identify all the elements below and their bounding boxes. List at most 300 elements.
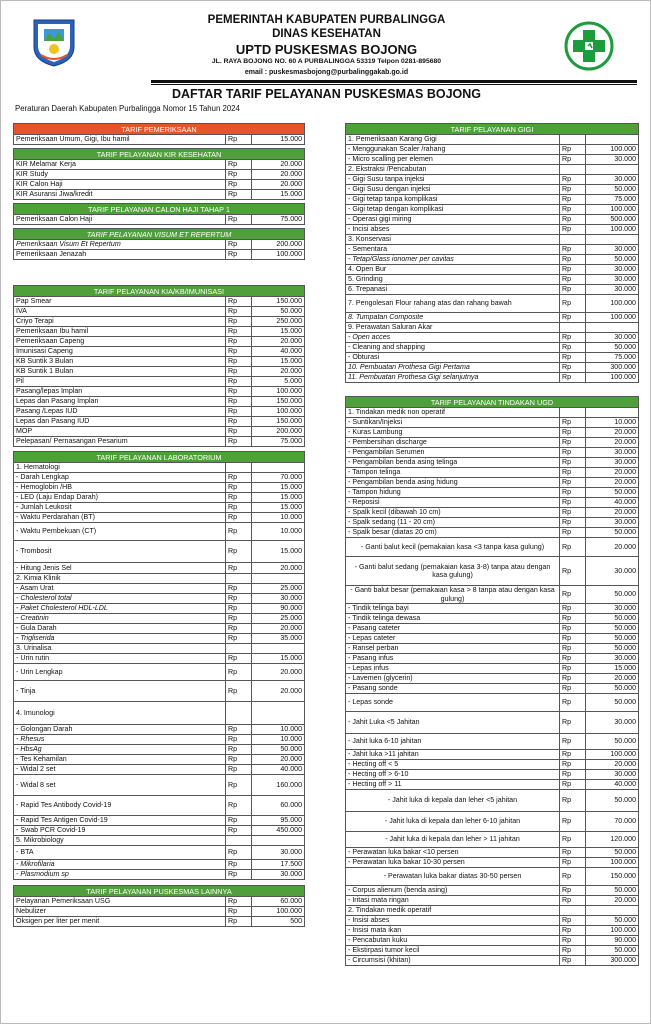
service-name: - Hitung Jenis Sel	[14, 563, 226, 574]
tariff-row	[14, 387, 305, 397]
service-name: - Ganti balut kecil (pemakaian kasa <3 tanpa kasa gulung)	[346, 538, 560, 557]
currency-label: Rp	[226, 826, 252, 836]
service-price: 50.000	[586, 848, 639, 858]
currency-label: Rp	[226, 523, 252, 541]
tariff-row	[346, 275, 639, 285]
currency-label: Rp	[560, 684, 586, 694]
tariff-row	[346, 255, 639, 265]
email-line: email : puskesmasbojong@purbalinggakab.go.id	[244, 69, 409, 76]
tariff-row	[346, 195, 639, 205]
section-title: TARIF PEMERIKSAAN	[14, 124, 305, 135]
service-price: 20.000	[586, 760, 639, 770]
service-price: 30.000	[252, 594, 305, 604]
service-name: - Open acces	[346, 333, 560, 343]
service-price: 15.000	[252, 503, 305, 513]
currency-label: Rp	[226, 765, 252, 775]
service-name: Pelayanan Pemeriksaan USG	[14, 897, 226, 907]
tariff-row	[346, 694, 639, 712]
service-name: - HbsAg	[14, 745, 226, 755]
service-price: 100.000	[586, 225, 639, 235]
currency-label: Rp	[560, 333, 586, 343]
service-name: Pemeriksaan Umum, Gigi, Ibu hamil	[14, 135, 226, 145]
tariff-row	[14, 574, 305, 584]
service-name: - Tinja	[14, 681, 226, 702]
currency-label: Rp	[560, 145, 586, 155]
service-price: 20.000	[252, 664, 305, 681]
service-price: 15.000	[252, 541, 305, 563]
currency-label: Rp	[226, 503, 252, 513]
currency-label	[226, 463, 252, 473]
service-name: - Pengambilan Serumen	[346, 448, 560, 458]
tariff-row	[14, 327, 305, 337]
currency-label: Rp	[226, 604, 252, 614]
tariff-row	[14, 897, 305, 907]
tariff-row	[14, 347, 305, 357]
section-title: TARIF PELAYANAN VISUM ET REPERTUM	[14, 229, 305, 240]
tariff-row	[14, 317, 305, 327]
service-name: - Gigi Susu tanpa injeksi	[346, 175, 560, 185]
tariff-row	[346, 557, 639, 586]
section-title: TARIF PELAYANAN KIR KESEHATAN	[14, 149, 305, 160]
service-name: Imunisasi Capeng	[14, 347, 226, 357]
service-price: 20.000	[586, 478, 639, 488]
service-name: - Ganti balut besar (pemakaian kasa > 8 tanpa atau dengan kasa gulung)	[346, 586, 560, 604]
tariff-row	[14, 907, 305, 917]
tariff-row	[346, 468, 639, 478]
tariff-row	[346, 654, 639, 664]
service-price: 500	[252, 917, 305, 927]
tariff-row	[14, 170, 305, 180]
service-name: - Hecting off < 5	[346, 760, 560, 770]
currency-label: Rp	[560, 770, 586, 780]
currency-label: Rp	[226, 387, 252, 397]
service-name: KB Suntik 3 Bulan	[14, 357, 226, 367]
currency-label: Rp	[226, 417, 252, 427]
section-title: TARIF PELAYANAN KIA/KB/IMUNISASI	[14, 286, 305, 297]
currency-label: Rp	[560, 674, 586, 684]
service-price: 30.000	[586, 557, 639, 586]
service-price: 100.000	[586, 295, 639, 313]
service-name: - Tindik telinga bayi	[346, 604, 560, 614]
currency-label: Rp	[560, 926, 586, 936]
currency-label: Rp	[560, 215, 586, 225]
tariff-row	[346, 518, 639, 528]
service-price: 10.000	[252, 735, 305, 745]
currency-label: Rp	[226, 624, 252, 634]
service-name: - Tampon hidung	[346, 488, 560, 498]
currency-label: Rp	[226, 250, 252, 260]
service-price: 20.000	[252, 681, 305, 702]
service-price: 150.000	[252, 397, 305, 407]
service-price: 10.000	[252, 513, 305, 523]
currency-label	[226, 574, 252, 584]
currency-label: Rp	[560, 343, 586, 353]
tariff-row	[346, 295, 639, 313]
currency-label: Rp	[560, 604, 586, 614]
service-name: Pasang /Lepas IUD	[14, 407, 226, 417]
service-price: 50.000	[586, 624, 639, 634]
tariff-row	[346, 664, 639, 674]
service-price: 70.000	[586, 812, 639, 832]
service-price: 50.000	[586, 586, 639, 604]
tariff-row	[14, 493, 305, 503]
service-price: 50.000	[252, 745, 305, 755]
service-price: 100.000	[252, 407, 305, 417]
service-price: 100.000	[586, 858, 639, 868]
service-price: 50.000	[586, 644, 639, 654]
tariff-row	[14, 541, 305, 563]
tariff-row	[14, 437, 305, 447]
currency-label: Rp	[560, 936, 586, 946]
tariff-row	[346, 265, 639, 275]
service-name: - LED (Laju Endap Darah)	[14, 493, 226, 503]
tariff-row	[346, 508, 639, 518]
service-name: - Trigliserida	[14, 634, 226, 644]
service-name: Pemeriksaan Jenazah	[14, 250, 226, 260]
tariff-row	[346, 780, 639, 790]
currency-label: Rp	[560, 634, 586, 644]
service-name: - Cleaning and shapping	[346, 343, 560, 353]
service-name: - Swab PCR Covid-19	[14, 826, 226, 836]
tariff-row	[346, 418, 639, 428]
service-price: 100.000	[586, 926, 639, 936]
service-name: - Ganti balut sedang (pemakaian kasa 3-8) tanpa atau dengan kasa gulung)	[346, 557, 560, 586]
tariff-row	[346, 812, 639, 832]
tariff-row	[346, 135, 639, 145]
service-name: 3. Urinalisa	[14, 644, 226, 654]
service-price: 20.000	[252, 563, 305, 574]
service-name: - Urin rutin	[14, 654, 226, 664]
service-name: - Pasang sonde	[346, 684, 560, 694]
header-rule-thin	[151, 84, 637, 85]
currency-label: Rp	[226, 297, 252, 307]
tariff-row	[346, 868, 639, 886]
currency-label: Rp	[226, 725, 252, 735]
section-spacer	[346, 383, 639, 397]
service-price: 50.000	[586, 185, 639, 195]
service-name: 5. Grinding	[346, 275, 560, 285]
service-name: MOP	[14, 427, 226, 437]
service-price: 40.000	[252, 765, 305, 775]
service-name: - Jahit luka >11 jahitan	[346, 750, 560, 760]
service-name: 1. Pemeriksaan Karang Gigi	[346, 135, 560, 145]
tariff-row	[346, 373, 639, 383]
department-name: DINAS KESEHATAN	[272, 28, 381, 40]
currency-label: Rp	[226, 407, 252, 417]
service-name: - Jahit luka di kepala dan leher > 11 jahitan	[346, 832, 560, 848]
section-header	[346, 397, 639, 408]
tariff-row	[346, 956, 639, 966]
currency-label: Rp	[560, 614, 586, 624]
currency-label	[560, 165, 586, 175]
service-price	[252, 644, 305, 654]
currency-label	[226, 836, 252, 846]
tariff-row	[14, 594, 305, 604]
tariff-row	[346, 488, 639, 498]
service-name: - Pencabutan kuku	[346, 936, 560, 946]
currency-label: Rp	[226, 437, 252, 447]
currency-label: Rp	[560, 295, 586, 313]
currency-label: Rp	[560, 780, 586, 790]
service-price: 95.000	[252, 816, 305, 826]
currency-label: Rp	[226, 917, 252, 927]
service-name: - Rapid Tes Antigen Covid-19	[14, 816, 226, 826]
tariff-row	[346, 215, 639, 225]
section-title: TARIF PELAYANAN LABORATORIUM	[14, 452, 305, 463]
tariff-row	[14, 735, 305, 745]
service-name: KIR Melamar Kerja	[14, 160, 226, 170]
tariff-row	[346, 498, 639, 508]
currency-label: Rp	[560, 205, 586, 215]
currency-label: Rp	[226, 870, 252, 880]
service-price: 160.000	[252, 775, 305, 796]
service-name: 8. Tumpatan Composite	[346, 313, 560, 323]
currency-label: Rp	[226, 755, 252, 765]
tariff-row	[14, 755, 305, 765]
currency-label: Rp	[560, 586, 586, 604]
service-name: - Waktu Pembekuan (CT)	[14, 523, 226, 541]
currency-label: Rp	[560, 858, 586, 868]
currency-label: Rp	[226, 427, 252, 437]
service-name: - Rapid Tes Antibody Covid-19	[14, 796, 226, 816]
currency-label: Rp	[560, 946, 586, 956]
service-price: 300.000	[586, 956, 639, 966]
currency-label: Rp	[560, 353, 586, 363]
service-name: - Jumlah Leukosit	[14, 503, 226, 513]
service-name: - Plasmodium sp	[14, 870, 226, 880]
currency-label: Rp	[560, 644, 586, 654]
service-price	[252, 702, 305, 725]
currency-label: Rp	[226, 307, 252, 317]
service-price: 30.000	[586, 604, 639, 614]
service-price: 100.000	[252, 387, 305, 397]
tariff-row	[14, 377, 305, 387]
service-price: 15.000	[252, 190, 305, 200]
service-name: - Insisi abses	[346, 916, 560, 926]
currency-label: Rp	[560, 812, 586, 832]
service-name: - Widal 8 set	[14, 775, 226, 796]
service-name: - Widal 2 set	[14, 765, 226, 775]
currency-label: Rp	[560, 956, 586, 966]
letterhead	[1, 7, 651, 79]
service-name: Lepas dan Pasang IUD	[14, 417, 226, 427]
left-tariff-table	[13, 123, 305, 927]
service-price: 25.000	[252, 614, 305, 624]
tariff-row	[346, 408, 639, 418]
currency-label: Rp	[560, 373, 586, 383]
service-name: Criyo Terapi	[14, 317, 226, 327]
service-name: 7. Pengolesan Flour rahang atas dan rahang bawah	[346, 295, 560, 313]
service-name: Pemeriksaan Visum Et Repertum	[14, 240, 226, 250]
tariff-row	[346, 448, 639, 458]
service-price: 50.000	[586, 734, 639, 750]
tariff-row	[14, 702, 305, 725]
service-price: 20.000	[586, 674, 639, 684]
tariff-row	[14, 664, 305, 681]
currency-label: Rp	[226, 796, 252, 816]
tariff-row	[346, 916, 639, 926]
service-name: - Paket Cholesterol HDL-LDL	[14, 604, 226, 614]
tariff-row	[346, 313, 639, 323]
service-name: 4. Imunologi	[14, 702, 226, 725]
currency-label: Rp	[560, 624, 586, 634]
service-price: 450.000	[252, 826, 305, 836]
service-price: 100.000	[586, 205, 639, 215]
service-name: - Kuras Lambung	[346, 428, 560, 438]
tariff-row	[14, 240, 305, 250]
currency-label: Rp	[226, 816, 252, 826]
tariff-row	[14, 215, 305, 225]
tariff-row	[346, 848, 639, 858]
service-price: 50.000	[586, 886, 639, 896]
service-price: 20.000	[252, 624, 305, 634]
service-price: 15.000	[252, 493, 305, 503]
service-name: - Cholesterol total	[14, 594, 226, 604]
tariff-row	[14, 563, 305, 574]
tariff-row	[346, 644, 639, 654]
service-name: 5. Mikrobiology	[14, 836, 226, 846]
currency-label: Rp	[226, 317, 252, 327]
tariff-row	[14, 407, 305, 417]
tariff-row	[14, 513, 305, 523]
currency-label	[560, 906, 586, 916]
service-name: - Reposisi	[346, 498, 560, 508]
service-price: 200.000	[252, 427, 305, 437]
currency-label: Rp	[226, 347, 252, 357]
section-header	[14, 886, 305, 897]
currency-label: Rp	[560, 363, 586, 373]
service-price	[586, 323, 639, 333]
service-name: - Gigi Susu dengan injeksi	[346, 185, 560, 195]
service-price: 10.000	[586, 418, 639, 428]
service-price: 75.000	[586, 353, 639, 363]
service-name: IVA	[14, 307, 226, 317]
service-name: KIR Calon Haji	[14, 180, 226, 190]
currency-label: Rp	[226, 654, 252, 664]
tariff-row	[14, 846, 305, 860]
service-name: - Spalk sedang (11 - 20 cm)	[346, 518, 560, 528]
service-price: 20.000	[586, 428, 639, 438]
tariff-row	[14, 483, 305, 493]
section-header	[14, 229, 305, 240]
service-price: 30.000	[252, 870, 305, 880]
service-name: - Pengambilan benda asing telinga	[346, 458, 560, 468]
service-price	[586, 235, 639, 245]
service-price: 30.000	[586, 770, 639, 780]
service-name: - Spalk besar (diatas 20 cm)	[346, 528, 560, 538]
tariff-row	[14, 681, 305, 702]
currency-label: Rp	[226, 493, 252, 503]
service-name: - Insisi mata ikan	[346, 926, 560, 936]
tariff-row	[14, 796, 305, 816]
tariff-row	[346, 458, 639, 468]
service-name: - Lepas infus	[346, 664, 560, 674]
currency-label: Rp	[560, 518, 586, 528]
service-price: 120.000	[586, 832, 639, 848]
currency-label: Rp	[560, 185, 586, 195]
currency-label	[560, 323, 586, 333]
tariff-row	[14, 180, 305, 190]
tariff-row	[346, 343, 639, 353]
currency-label: Rp	[560, 886, 586, 896]
currency-label: Rp	[226, 357, 252, 367]
service-name: - Perawatan luka bakar 10-30 persen	[346, 858, 560, 868]
service-name: Pemeriksaan Capeng	[14, 337, 226, 347]
tariff-row	[14, 297, 305, 307]
tariff-row	[346, 896, 639, 906]
service-price: 25.000	[252, 584, 305, 594]
government-name: PEMERINTAH KABUPATEN PURBALINGGA	[207, 14, 446, 26]
service-price: 70.000	[252, 473, 305, 483]
tariff-row	[14, 725, 305, 735]
currency-label: Rp	[560, 313, 586, 323]
currency-label	[226, 702, 252, 725]
service-price	[586, 135, 639, 145]
service-price: 20.000	[586, 508, 639, 518]
currency-label: Rp	[226, 614, 252, 624]
service-price: 40.000	[252, 347, 305, 357]
service-name: - Incisi abses	[346, 225, 560, 235]
service-price: 35.000	[252, 634, 305, 644]
currency-label: Rp	[560, 790, 586, 812]
service-price: 30.000	[586, 518, 639, 528]
right-tariff-table	[345, 123, 639, 966]
service-price: 100.000	[252, 250, 305, 260]
tariff-row	[14, 503, 305, 513]
service-price	[252, 463, 305, 473]
service-name: Oksigen per liter per menit	[14, 917, 226, 927]
service-name: - Hecting off > 11	[346, 780, 560, 790]
service-name: Pemeriksaan Ibu hamil	[14, 327, 226, 337]
service-price: 50.000	[252, 307, 305, 317]
service-price: 50.000	[586, 614, 639, 624]
service-price: 100.000	[586, 313, 639, 323]
service-name: Pil	[14, 377, 226, 387]
currency-label: Rp	[226, 513, 252, 523]
service-price: 50.000	[586, 790, 639, 812]
tariff-row	[14, 357, 305, 367]
service-name: - Gula Darah	[14, 624, 226, 634]
currency-label: Rp	[560, 538, 586, 557]
service-name: - Corpus alienum (benda asing)	[346, 886, 560, 896]
tariff-row	[346, 946, 639, 956]
tariff-row	[346, 323, 639, 333]
tariff-row	[346, 586, 639, 604]
service-price: 20.000	[252, 160, 305, 170]
tariff-row	[346, 936, 639, 946]
service-price: 30.000	[586, 265, 639, 275]
service-price: 60.000	[252, 897, 305, 907]
currency-label: Rp	[560, 508, 586, 518]
section-header	[14, 204, 305, 215]
service-price: 20.000	[252, 180, 305, 190]
currency-label: Rp	[560, 478, 586, 488]
service-name: - Darah Lengkap	[14, 473, 226, 483]
tariff-row	[14, 654, 305, 664]
section-title: TARIF PELAYANAN TINDAKAN UGD	[346, 397, 639, 408]
service-price: 150.000	[252, 297, 305, 307]
tariff-row	[346, 790, 639, 812]
currency-label: Rp	[560, 155, 586, 165]
service-name: Pap Smear	[14, 297, 226, 307]
currency-label: Rp	[226, 240, 252, 250]
service-price: 30.000	[586, 712, 639, 734]
service-name: - Operasi gigi miring	[346, 215, 560, 225]
service-name: - Waktu Perdarahan (BT)	[14, 513, 226, 523]
currency-label: Rp	[226, 541, 252, 563]
service-name: - Circumsisi (khitan)	[346, 956, 560, 966]
tariff-row	[346, 235, 639, 245]
